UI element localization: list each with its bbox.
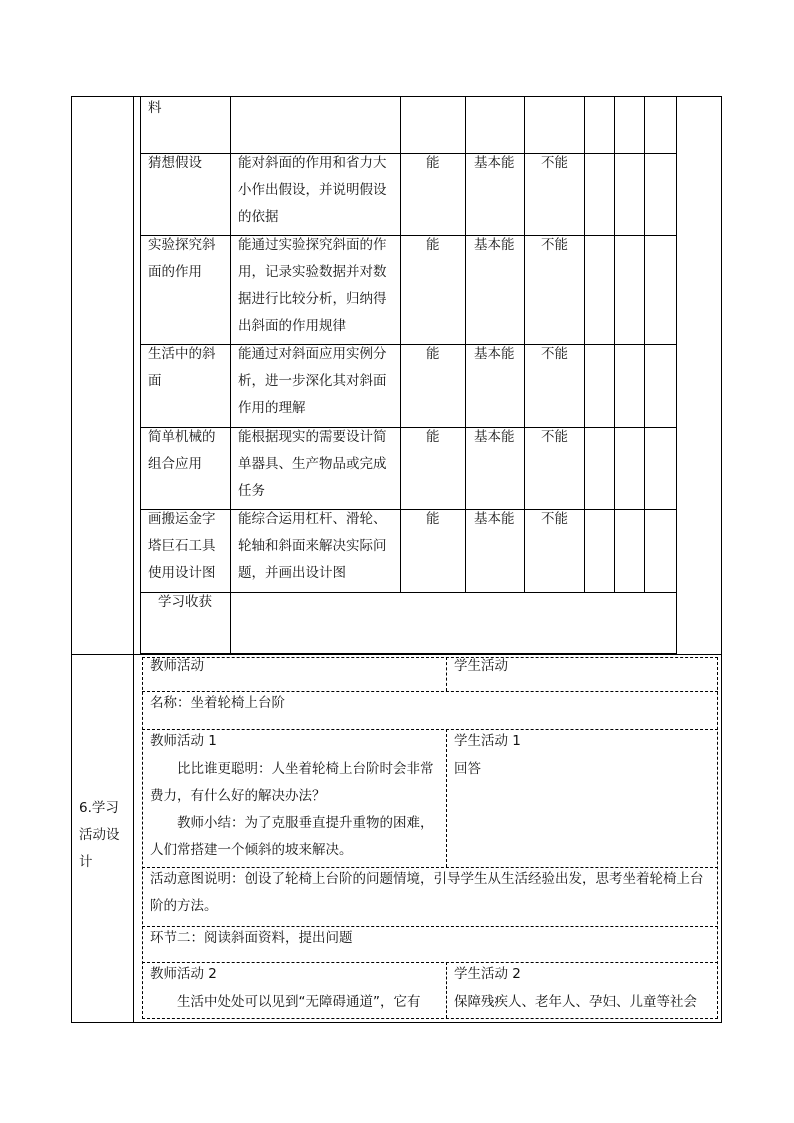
row-line <box>140 509 677 510</box>
criterion-item: 实验探究斜 <box>148 237 216 253</box>
criterion-item: 使用设计图 <box>148 565 216 581</box>
criterion-description: 的依据 <box>238 209 279 225</box>
student-activity-2-title: 学生活动 2 <box>454 966 521 982</box>
harvest-col-line <box>230 593 231 654</box>
level-cannot: 不能 <box>541 155 568 171</box>
outer-bottom-border <box>71 1022 722 1023</box>
evaluation-table <box>140 96 678 654</box>
level-can: 能 <box>426 429 440 445</box>
level-basic: 基本能 <box>474 346 515 362</box>
criterion-description: 能对斜面的作用和省力大 <box>238 155 387 171</box>
student-activity-2-text: 保障残疾人、老年人、孕妇、儿童等社会 <box>454 994 697 1010</box>
col-line <box>676 96 677 654</box>
level-basic: 基本能 <box>474 429 515 445</box>
row-line <box>140 344 677 345</box>
row-line <box>140 653 677 654</box>
dashed-line <box>446 962 447 1018</box>
activity-intent: 阶的方法。 <box>150 898 218 914</box>
criterion-description: 出斜面的作用规律 <box>238 318 346 334</box>
dashed-line <box>142 1018 718 1019</box>
outer-left-border <box>71 96 72 1023</box>
level-can: 能 <box>426 511 440 527</box>
criterion-description: 单器具、生产物品或完成 <box>238 456 387 472</box>
section-label: 计 <box>79 854 93 870</box>
level-cannot: 不能 <box>541 346 568 362</box>
level-basic: 基本能 <box>474 155 515 171</box>
criterion-description: 轮轴和斜面来解决实际问 <box>238 538 387 554</box>
criterion-description: 用，记录实验数据并对数 <box>238 264 387 280</box>
criterion-description: 能通过对斜面应用实例分 <box>238 346 387 362</box>
teacher-activity-1-text: 教师小结：为了克服垂直提升重物的困难， <box>150 815 434 831</box>
criterion-description: 任务 <box>238 483 265 499</box>
teacher-activity-1-text: 比比谁更聪明：人坐着轮椅上台阶时会非常 <box>150 761 434 777</box>
criterion-item: 组合应用 <box>148 456 202 472</box>
level-cannot: 不能 <box>541 429 568 445</box>
teacher-activity-1-title: 教师活动 1 <box>150 733 217 749</box>
row-line <box>140 153 677 154</box>
dashed-line <box>446 729 447 867</box>
criterion-description: 能通过实验探究斜面的作 <box>238 237 387 253</box>
activity-name: 名称：坐着轮椅上台阶 <box>150 695 285 711</box>
level-basic: 基本能 <box>474 511 515 527</box>
level-cannot: 不能 <box>541 237 568 253</box>
section-label: 6.学习 <box>79 800 119 816</box>
level-can: 能 <box>426 155 440 171</box>
link-two-title: 环节二：阅读斜面资料，提出问题 <box>150 930 353 946</box>
criterion-item: 简单机械的 <box>148 429 216 445</box>
teacher-activity-1-text: 人们常搭建一个倾斜的坡来解决。 <box>150 842 353 858</box>
criterion-description: 能综合运用杠杆、滑轮、 <box>238 511 387 527</box>
teacher-activity-2-text: 生活中处处可以见到“无障碍通道”，它有 <box>150 994 421 1010</box>
dashed-line <box>446 657 447 691</box>
outer-right-border <box>721 96 722 1023</box>
teacher-activity-2-title: 教师活动 2 <box>150 966 217 982</box>
dashed-line <box>142 729 718 730</box>
criterion-description: 析，进一步深化其对斜面 <box>238 373 387 389</box>
criterion-description: 据进行比较分析，归纳得 <box>238 291 387 307</box>
criterion-item: 画搬运金字 <box>148 511 216 527</box>
criterion-description: 题，并画出设计图 <box>238 565 346 581</box>
student-activity-1-title: 学生活动 1 <box>454 733 521 749</box>
criterion-item: 面 <box>148 373 162 389</box>
criterion-item: 面的作用 <box>148 264 202 280</box>
level-can: 能 <box>426 237 440 253</box>
student-activity-1-text: 回答 <box>454 761 481 777</box>
teacher-activity-1-text: 费力，有什么好的解决办法？ <box>150 788 326 804</box>
dashed-line <box>142 657 143 1019</box>
row-line <box>140 592 677 593</box>
teacher-activity-header: 教师活动 <box>150 658 204 674</box>
student-activity-header: 学生活动 <box>454 658 508 674</box>
row-line <box>140 427 677 428</box>
activity-intent: 活动意图说明：创设了轮椅上台阶的问题情境，引导学生从生活经验出发，思考坐着轮椅上台 <box>150 871 704 887</box>
criterion-description: 能根据现实的需要设计简 <box>238 429 387 445</box>
criterion-description: 作用的理解 <box>238 400 306 416</box>
criterion-item: 生活中的斜 <box>148 346 216 362</box>
section-label: 活动设 <box>79 827 120 843</box>
dashed-line <box>717 657 718 1019</box>
level-cannot: 不能 <box>541 511 568 527</box>
criterion-description: 小作出假设，并说明假设 <box>238 182 387 198</box>
level-basic: 基本能 <box>474 237 515 253</box>
criterion-item: 塔巨石工具 <box>148 538 216 554</box>
level-can: 能 <box>426 346 440 362</box>
dashed-line <box>142 962 718 963</box>
learning-harvest-label: 学习收获 <box>158 594 212 610</box>
row-line <box>140 235 677 236</box>
criterion-item: 料 <box>148 100 162 116</box>
criterion-item: 猜想假设 <box>148 155 202 171</box>
label-column-divider <box>133 96 134 1023</box>
dashed-line <box>142 657 718 658</box>
